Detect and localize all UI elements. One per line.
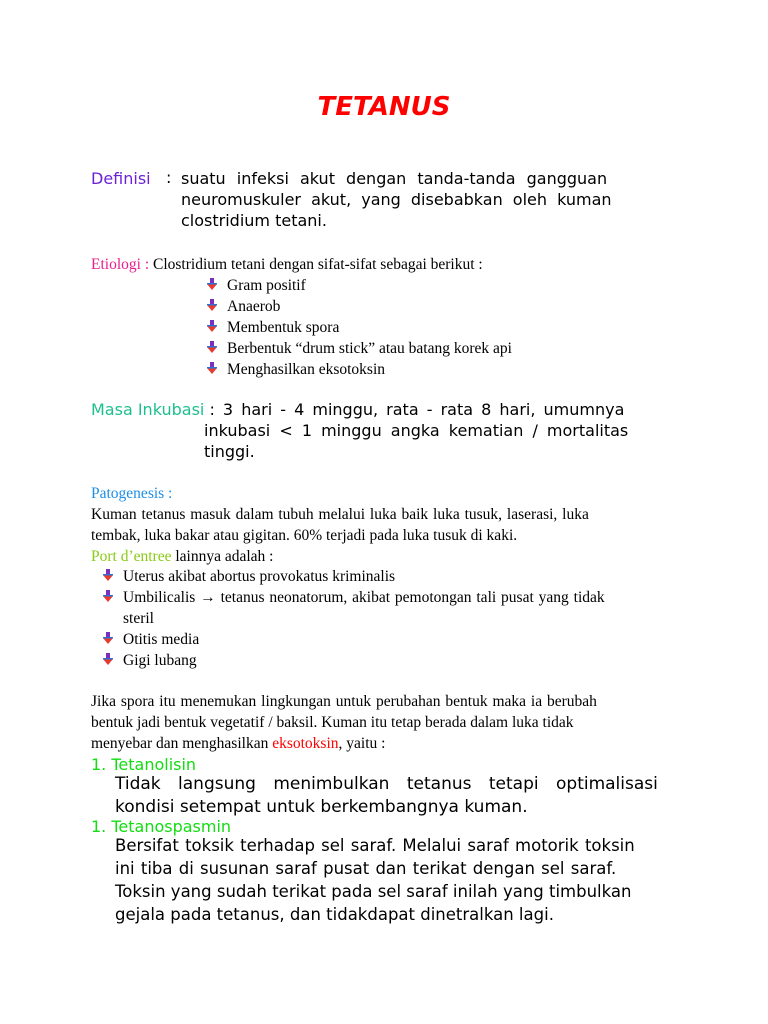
masa-line: tinggi. [204,442,255,461]
list-item [205,317,512,338]
arrow-down-bullet-icon [101,652,115,666]
spora-line: menyebar dan menghasilkan [91,735,273,752]
list-item-text: Membentuk spora [227,319,340,336]
patogenesis-line: Kuman tetanus masuk dalam tubuh melalui luka baik luka tusuk, laserasi, luka [91,506,589,523]
list-item [101,629,605,650]
masa-cont [204,420,628,462]
list-item-text: Berbentuk “drum stick” atau batang korek api [227,340,512,357]
tetanolisin-line: Tidak langsung menimbulkan tetanus tetapi optimalisasi [115,774,658,794]
list-item-text: Otitis media [123,631,200,648]
patogenesis-section [91,483,677,567]
tetanolisin-body [115,773,658,819]
list-item [101,587,605,608]
page-title: TETANUS [317,92,451,122]
arrow-down-bullet-icon [101,589,115,603]
masa-section [91,399,624,420]
definisi-line: neuromuskuler akut, yang disebabkan oleh kuman [181,190,612,209]
definisi-section [91,168,151,189]
list-item [205,275,512,296]
spora-line: Jika spora itu menemukan lingkungan untuk perubahan bentuk maka ia berubah [91,693,597,710]
spora-line: bentuk jadi bentuk vegetatif / baksil. Kuman itu tetap berada dalam luka tidak [91,714,574,731]
list-item [205,338,512,359]
list-item [205,296,512,317]
list-item [205,359,512,380]
spora-line: , yaitu : [338,735,386,752]
list-item-text: Menghasilkan eksotoksin [227,361,385,378]
etiologi-label: Etiologi : [91,256,150,273]
list-item [101,566,605,587]
masa-line: : 3 hari - 4 minggu, rata - rata 8 hari, umumnya [209,400,625,419]
arrow-down-bullet-icon [205,298,219,312]
definisi-text [181,168,677,231]
arrow-down-bullet-icon [205,319,219,333]
arrow-down-bullet-icon [101,568,115,582]
arrow-down-bullet-icon [205,340,219,354]
list-item-text: Anaerob [227,298,281,315]
list-item [101,650,605,671]
patogenesis-list [101,566,605,671]
list-item-text: Uterus akibat abortus provokatus kriminalis [123,568,396,585]
etiologi-text: Clostridium tetani dengan sifat-sifat sebagai berikut : [153,256,483,273]
patogenesis-label: Patogenesis : [91,485,173,502]
list-item-text: Umbilicalis → tetanus neonatorum, akibat pemotongan tali pusat yang tidak [123,589,605,606]
tetanospasmin-title: 1. Tetanospasmin [91,817,232,836]
arrow-down-bullet-icon [101,631,115,645]
list-item-text: Gigi lubang [123,652,197,669]
eksotoksin-term: eksotoksin [272,735,339,752]
tetanospasmin-line: ini tiba di susunan saraf pusat dan terikat dengan sel saraf. [115,859,617,878]
arrow-down-bullet-icon [205,361,219,375]
arrow-down-bullet-icon [205,277,219,291]
port-entree-label: Port d’entree [91,548,172,565]
tetanolisin-line: kondisi setempat untuk berkembangnya kuman. [115,797,528,817]
definisi-line: suatu infeksi akut dengan tanda-tanda gangguan [181,169,608,188]
tetanolisin-title: 1. Tetanolisin [91,755,197,774]
masa-label: Masa Inkubasi [91,400,205,419]
masa-line: inkubasi < 1 minggu angka kematian / mortalitas [204,421,629,440]
list-item-text: Gram positif [227,277,306,294]
patogenesis-line: tembak, luka bakar atau gigitan. 60% terjadi pada luka tusuk di kaki. [91,527,518,544]
tetanospasmin-line: Toksin yang sudah terikat pada sel saraf inilah yang timbulkan [115,882,632,901]
definisi-label: Definisi [91,169,151,188]
definisi-line: clostridium tetani. [181,211,327,230]
tetanospasmin-line: Bersifat toksik terhadap sel saraf. Melalui saraf motorik toksin [115,836,635,855]
tetanospasmin-line: gejala pada tetanus, dan tidakdapat dinetralkan lagi. [115,905,554,924]
port-entree-text: lainnya adalah : [171,548,274,565]
list-item-continuation: steril [123,610,154,627]
etiologi-section [91,254,483,275]
tetanospasmin-body [115,834,635,926]
tetanolisin-heading [91,754,196,775]
spora-paragraph [91,691,597,754]
definisi-colon: : [166,168,172,187]
etiologi-list [205,275,512,380]
